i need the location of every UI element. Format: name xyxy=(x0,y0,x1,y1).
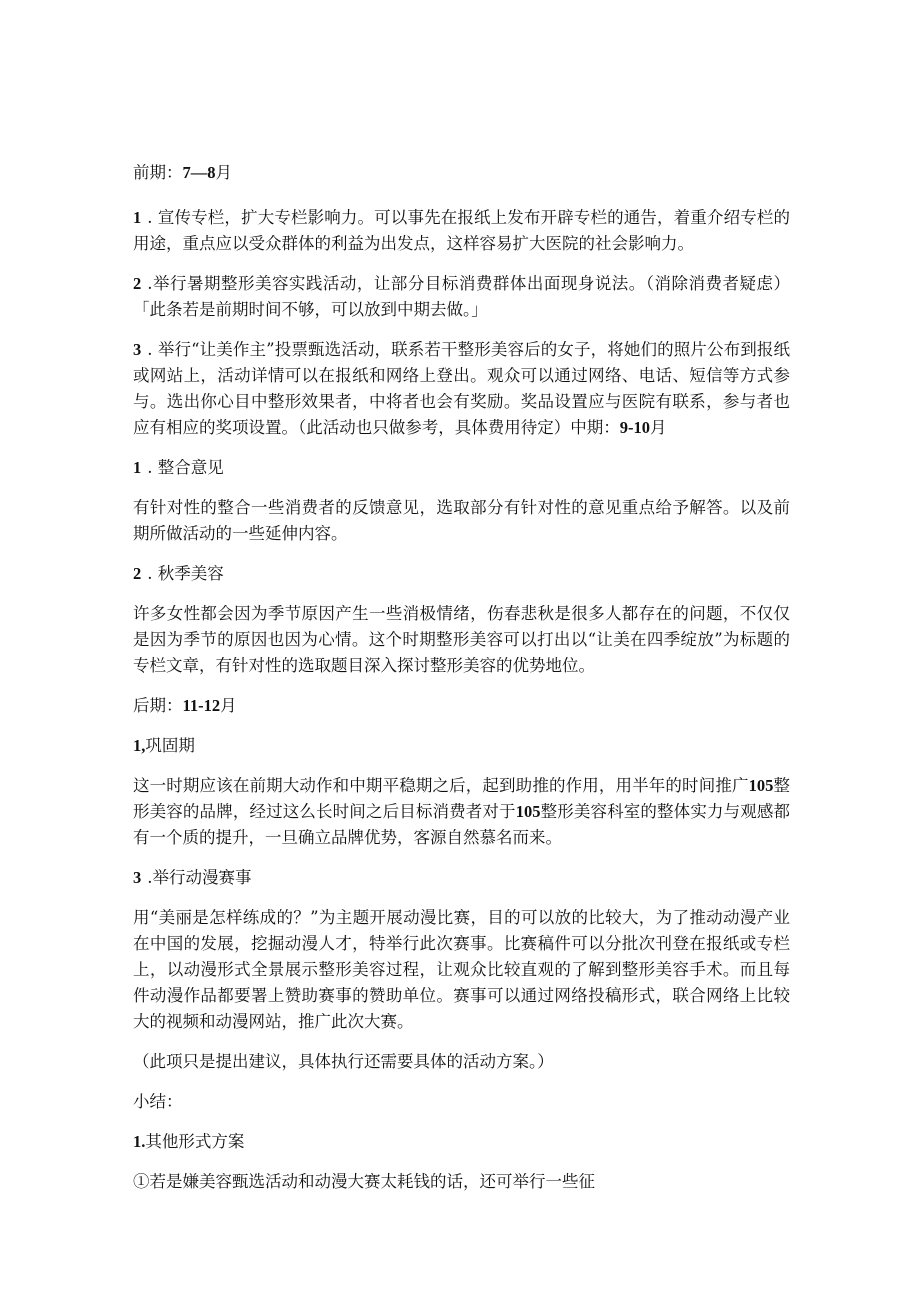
paragraph-anime-contest: 用“美丽是怎样练成的？”为主题开展动漫比赛，目的可以放的比较大，为了推动动漫产业在中国的发展，挖掘动漫人才，特举行此次赛事。比赛稿件可以分批次刊登在报纸或专栏上，以动漫形式全景展示整形美容过程，让观众比较直观的了解到整形美容手术。而且每件动漫作品都要署上赞助赛事的赞助单位。赛事可以通过网络投稿形式，联合网络上比较大的视频和动漫网站，推广此次大赛。 xyxy=(133,908,790,1031)
paragraph-autumn-beauty: 许多女性都会因为季节原因产生一些消极情绪，伤春悲秋是很多人都存在的问题，不仅仅是因为季节的原因也因为心情。这个时期整形美容可以打出以“让美在四季绽放”为标题的专栏文章，有针对性的选取题目深入探讨整形美容的优势地位。 xyxy=(133,604,790,675)
summary-heading: 小结： xyxy=(133,1092,183,1111)
subheading-anime-contest: 3 .举行动漫赛事 xyxy=(133,868,252,887)
paragraph-early-1: 1 . 宣传专栏，扩大专栏影响力。可以事先在报纸上发布开辟专栏的通告，着重介绍专栏的用途，重点应以受众群体的利益为出发点，这样容易扩大医院的社会影响力。 xyxy=(133,208,790,253)
paragraph-consolidation: 这一时期应该在前期大动作和中期平稳期之后，起到助推的作用，用半年的时间推广105整形美容的品牌，经过这么长时间之后目标消费者对于105整形美容科室的整体实力与观感都有一个质的提升，一旦确立品牌优势，客源自然慕名而来。 xyxy=(133,776,791,847)
section-heading-late: 后期：11-12月 xyxy=(133,696,237,715)
subheading-consolidation: 1,巩固期 xyxy=(133,736,195,755)
paragraph-early-2: 2 .举行暑期整形美容实践活动，让部分目标消费群体出面现身说法。（消除消费者疑虑）「此条若是前期时间不够，可以放到中期去做。」 xyxy=(133,274,790,319)
subheading-other-plans: 1.其他形式方案 xyxy=(133,1132,245,1151)
note-suggestion: （此项只是提出建议，具体执行还需要具体的活动方案。） xyxy=(133,1052,554,1071)
paragraph-early-3: 3 . 举行“让美作主”投票甄选活动，联系若干整形美容后的女子，将她们的照片公布到报纸或网站上，活动详情可以在报纸和网络上登出。观众可以通过网络、电话、短信等方式参与。选出你心目中整形效果者，中将者也会有奖励。奖品设置应与医院有联系，参与者也应有相应的奖项设置。（此活动也只做参考，具体费用待定）中期：9-10月 xyxy=(133,340,790,437)
paragraph-integrate-opinions: 有针对性的整合一些消费者的反馈意见，选取部分有针对性的意见重点给予解答。以及前期所做活动的一些延伸内容。 xyxy=(133,498,790,543)
subheading-integrate-opinions: 1 . 整合意见 xyxy=(133,458,224,477)
subheading-autumn-beauty: 2 . 秋季美容 xyxy=(133,564,224,583)
section-heading-early: 前期：7—8月 xyxy=(133,163,232,182)
paragraph-other-plans: ①若是嫌美容甄选活动和动漫大赛太耗钱的话，还可举行一些征 xyxy=(133,1172,595,1191)
